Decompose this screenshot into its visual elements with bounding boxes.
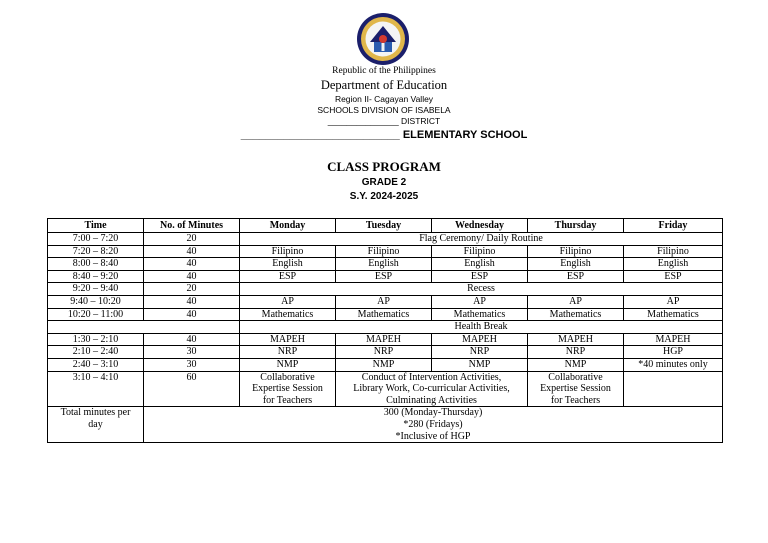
subject-cell: Mathematics: [240, 308, 336, 321]
school-line: __________________________ ELEMENTARY SCHOOL: [240, 129, 528, 141]
subject-cell: MAPEH: [432, 333, 528, 346]
table-row: [48, 295, 723, 308]
time-cell: 7:00 – 7:20: [48, 233, 144, 246]
republic-line: Republic of the Philippines: [332, 66, 436, 76]
cell-line: Collaborative: [548, 371, 603, 383]
time-cell: 7:20 – 8:20: [48, 245, 144, 258]
subject-cell: AP: [336, 295, 432, 308]
table-row: [48, 245, 723, 258]
district-line: _______________ DISTRICT: [327, 116, 441, 126]
subject-cell: AP: [624, 295, 723, 308]
cell-line: for Teachers: [550, 394, 601, 406]
grade-label: GRADE 2: [361, 177, 407, 188]
table-row: [48, 308, 723, 321]
time-cell: 3:10 – 4:10: [48, 371, 144, 407]
time-cell: 2:10 – 2:40: [48, 346, 144, 359]
minutes-cell: 40: [144, 308, 240, 321]
header-friday: Friday: [624, 219, 723, 233]
page-title: CLASS PROGRAM: [327, 159, 441, 174]
subject-cell: ESP: [336, 270, 432, 283]
minutes-cell: 40: [144, 245, 240, 258]
total-label-cell: [48, 407, 144, 443]
cell-line: for Teachers: [262, 394, 313, 406]
time-cell: 1:30 – 2:10: [48, 333, 144, 346]
header-time: Time: [48, 219, 144, 233]
minutes-cell: 40: [144, 270, 240, 283]
subject-cell: NMP: [528, 358, 624, 371]
subject-cell: NMP: [336, 358, 432, 371]
table-row: [48, 333, 723, 346]
minutes-cell: 30: [144, 346, 240, 359]
header-tuesday: Tuesday: [336, 219, 432, 233]
subject-cell: MAPEH: [528, 333, 624, 346]
minutes-cell: 40: [144, 258, 240, 271]
subject-cell: English: [432, 258, 528, 271]
cell-line: Total minutes per: [60, 407, 131, 419]
span-activity-cell: Health Break: [240, 321, 723, 334]
subject-cell: [528, 371, 624, 407]
empty-cell: [624, 371, 723, 407]
subject-cell: Filipino: [528, 245, 624, 258]
subject-cell: HGP: [624, 346, 723, 359]
division-line: SCHOOLS DIVISION OF ISABELA: [317, 105, 451, 115]
cell-line: Culminating Activities: [386, 394, 477, 406]
subject-cell: Filipino: [240, 245, 336, 258]
table-row: [48, 371, 723, 407]
table-header-row: [48, 219, 723, 233]
subject-cell: ESP: [624, 270, 723, 283]
subject-cell: AP: [240, 295, 336, 308]
subject-cell: Mathematics: [624, 308, 723, 321]
time-cell: 8:00 – 8:40: [48, 258, 144, 271]
subject-cell: English: [624, 258, 723, 271]
subject-cell: Filipino: [624, 245, 723, 258]
total-value-cell: [144, 407, 723, 443]
subject-cell: [336, 371, 528, 407]
cell-line: Conduct of Intervention Activities,: [361, 371, 502, 383]
region-line: Region II- Cagayan Valley: [334, 94, 434, 104]
span-activity-cell: Flag Ceremony/ Daily Routine: [240, 233, 723, 246]
empty-cell: [48, 321, 240, 334]
cell-line: Collaborative: [260, 371, 315, 383]
deped-seal-logo: [356, 12, 410, 66]
time-cell: 9:20 – 9:40: [48, 283, 144, 296]
header-minutes: No. of Minutes: [144, 219, 240, 233]
table-row: [48, 258, 723, 271]
subject-cell: ESP: [432, 270, 528, 283]
minutes-cell: 40: [144, 333, 240, 346]
cell-line: 300 (Monday-Thursday): [383, 407, 483, 419]
class-program-table: [47, 218, 723, 443]
subject-cell: Mathematics: [432, 308, 528, 321]
minutes-cell: 30: [144, 358, 240, 371]
table-row: [48, 283, 723, 296]
subject-cell: ESP: [240, 270, 336, 283]
subject-cell: Mathematics: [528, 308, 624, 321]
table-row: [48, 270, 723, 283]
subject-cell: English: [240, 258, 336, 271]
subject-cell: NMP: [432, 358, 528, 371]
school-year-label: S.Y. 2024-2025: [349, 191, 419, 202]
header-thursday: Thursday: [528, 219, 624, 233]
cell-line: Library Work, Co-curricular Activities,: [353, 383, 510, 395]
table-row: [48, 358, 723, 371]
subject-cell: AP: [528, 295, 624, 308]
cell-line: *Inclusive of HGP: [395, 430, 471, 442]
subject-cell: English: [528, 258, 624, 271]
subject-cell: Filipino: [336, 245, 432, 258]
minutes-cell: 20: [144, 233, 240, 246]
time-cell: 2:40 – 3:10: [48, 358, 144, 371]
time-cell: 8:40 – 9:20: [48, 270, 144, 283]
table-row: [48, 346, 723, 359]
cell-line: Expertise Session: [540, 383, 611, 395]
cell-line: Expertise Session: [252, 383, 323, 395]
subject-cell: English: [336, 258, 432, 271]
minutes-cell: 60: [144, 371, 240, 407]
subject-cell: *40 minutes only: [624, 358, 723, 371]
subject-cell: AP: [432, 295, 528, 308]
subject-cell: MAPEH: [240, 333, 336, 346]
subject-cell: Filipino: [432, 245, 528, 258]
table-row-total: [48, 407, 723, 443]
span-activity-cell: Recess: [240, 283, 723, 296]
table-row: [48, 321, 723, 334]
subject-cell: NRP: [528, 346, 624, 359]
time-cell: 10:20 – 11:00: [48, 308, 144, 321]
cell-line: day: [88, 418, 103, 430]
department-line: Department of Education: [320, 78, 448, 92]
subject-cell: MAPEH: [624, 333, 723, 346]
header-wednesday: Wednesday: [432, 219, 528, 233]
subject-cell: NRP: [240, 346, 336, 359]
minutes-cell: 20: [144, 283, 240, 296]
subject-cell: NRP: [336, 346, 432, 359]
cell-line: *280 (Fridays): [403, 418, 463, 430]
subject-cell: NMP: [240, 358, 336, 371]
header-monday: Monday: [240, 219, 336, 233]
minutes-cell: 40: [144, 295, 240, 308]
subject-cell: ESP: [528, 270, 624, 283]
subject-cell: Mathematics: [336, 308, 432, 321]
subject-cell: [240, 371, 336, 407]
subject-cell: NRP: [432, 346, 528, 359]
time-cell: 9:40 – 10:20: [48, 295, 144, 308]
table-row: [48, 233, 723, 246]
subject-cell: MAPEH: [336, 333, 432, 346]
